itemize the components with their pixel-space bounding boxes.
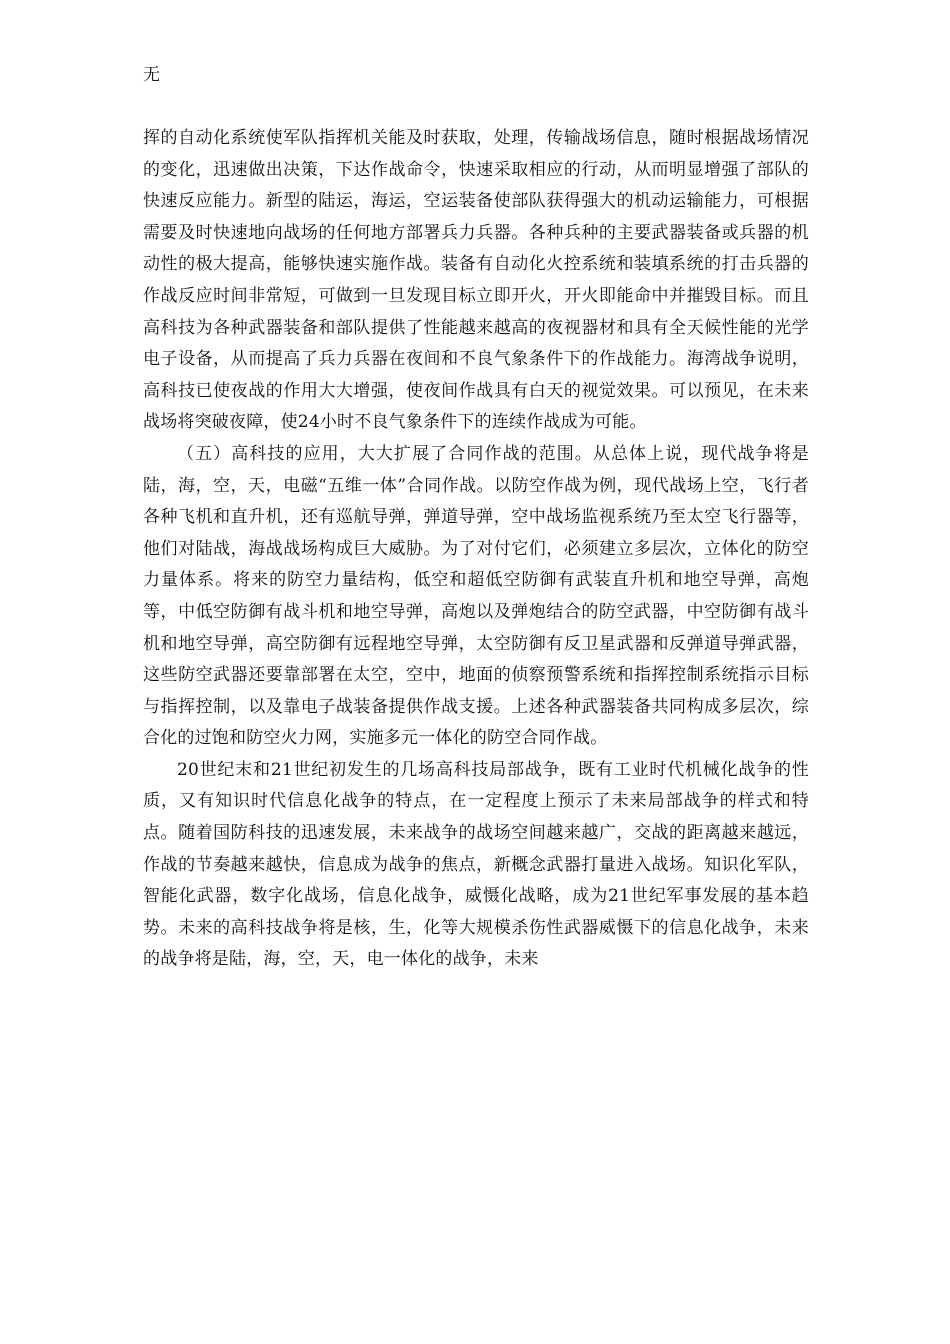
paragraph-3: 20世纪末和21世纪初发生的几场高科技局部战争，既有工业时代机械化战争的性质，又有知识时代信息化战争的特点，在一定程度上预示了未来局部战争的样式和特点。随着国防科技的迅速发展，未来战争的战场空间越来越广，交战的距离越来越远，作战的节奏越来越快，信息成为战争的焦点，新概念武器打量进入战场。知识化军队，智能化武器，数字化战场，信息化战争，威慑化战略，成为21世纪军事发展的基本趋势。未来的高科技战争将是核，生，化等大规模杀伤性武器威慑下的信息化战争，未来的战争将是陆，海，空，天，电一体化的战争，未来: [143, 759, 809, 970]
paragraph-2: （五）高科技的应用，大大扩展了合同作战的范围。从总体上说，现代战争将是陆，海，空，天，电磁“五维一体”合同作战。以防空作战为例，现代战场上空，飞行者各种飞机和直升机，还有巡航导弹，弹道导弹，空中战场监视系统乃至太空飞行器等，他们对陆战，海战战场构成巨大威胁。为了对付它们，必须建立多层次，立体化的防空力量体系。将来的防空力量结构，低空和超低空防御有武装直升机和地空导弹，高炮等，中低空防御有战斗机和地空导弹，高炮以及弹炮结合的防空武器，中空防御有战斗机和地空导弹，高空防御有远程地空导弹，太空防御有反卫星武器和反弹道导弹武器，这些防空武器还要靠部署在太空，空中，地面的侦察预警系统和指挥控制系统指示目标与指挥控制，以及靠电子战装备提供作战支援。上述各种武器装备共同构成多层次，综合化的过饱和防空火力网，实施多元一体化的防空合同作战。: [143, 443, 809, 749]
document-body: [143, 123, 809, 976]
paragraph-1: 挥的自动化系统使军队指挥机关能及时获取，处理，传输战场信息，随时根据战场情况的变化，迅速做出决策，下达作战命令，快速采取相应的行动，从而明显增强了部队的快速反应能力。新型的陆运，海运，空运装备使部队获得强大的机动运输能力，可根据需要及时快速地向战场的任何地方部署兵力兵器。各种兵种的主要武器装备或兵器的机动性的极大提高，能够快速实施作战。装备有自动化火控系统和装填系统的打击兵器的作战反应时间非常短，可做到一旦发现目标立即开火，开火即能命中并摧毁目标。而且高科技为各种武器装备和部队提供了性能越来越高的夜视器材和具有全天候性能的光学电子设备，从而提高了兵力兵器在夜间和不良气象条件下的作战能力。海湾战争说明，高科技已使夜战的作用大大增强，使夜间作战具有白天的视觉效果。可以预见，在未来战场将突破夜障，使24小时不良气象条件下的连续作战成为可能。: [143, 128, 809, 433]
page-header-mark: 无: [143, 65, 160, 85]
